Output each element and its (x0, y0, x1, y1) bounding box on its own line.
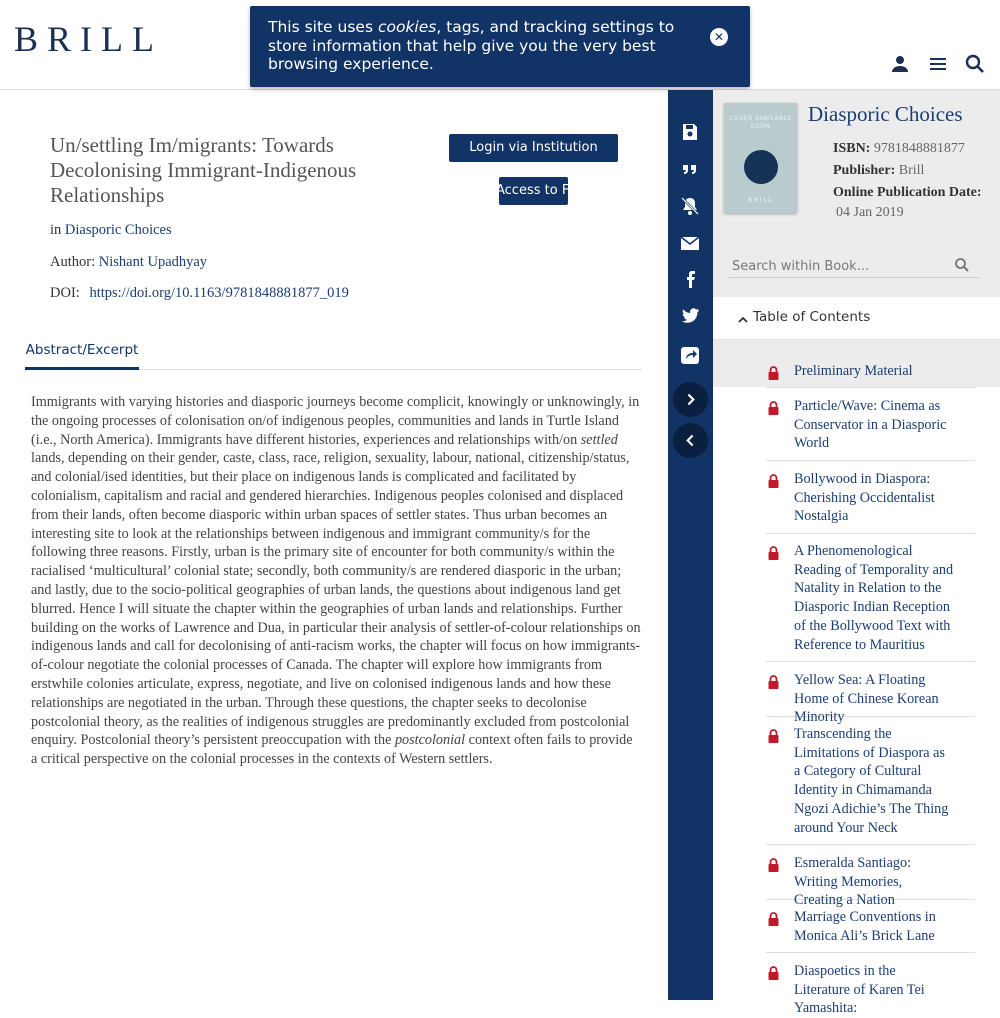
cookie-banner: This site uses cookies, tags, and tracking settings to store information that help give you the very best browsing experience. ✕ (250, 6, 750, 87)
lock-icon (768, 728, 779, 742)
access-full-text-button[interactable]: Access to Full Text (499, 177, 568, 205)
in-book-line: in Diasporic Choices (50, 222, 172, 238)
lock-icon (768, 674, 779, 688)
chapter-title: Un/settling Im/migrants: Towards Decolonising Immigrant-Indigenous Relationships (50, 133, 357, 207)
book-link[interactable]: Diasporic Choices (64, 222, 172, 238)
cite-quote-icon[interactable] (678, 157, 702, 181)
doi-link[interactable]: https://doi.org/10.1163/9781848881877_019 (89, 285, 349, 301)
chevron-up-icon (737, 311, 749, 323)
facebook-icon[interactable] (678, 267, 702, 291)
lock-icon (768, 365, 779, 379)
toc-item[interactable]: Transcending the Limitations of Diaspora as a Category of Cultural Identity in Chimamanda Ngozi Adichie’s The Thing around Your Neck (766, 725, 975, 845)
toc-item[interactable]: Bollywood in Diaspora: Cherishing Occidentalist Nostalgia (766, 470, 975, 534)
doi-line: DOI: https://doi.org/10.1163/9781848881877_019 (50, 285, 349, 301)
isbn-row: ISBN: 9781848881877 (833, 141, 965, 156)
author-line: Author: Nishant Upadhyay (50, 254, 208, 270)
abstract-text: Immigrants with varying histories and diasporic journeys become complicit, knowingly or unknowingly, in the ongoing processes of colonisation on/of indigenous peoples, communities and lands in Turtle Island (i.e., North America). Immigrants have different histories, experiences and relationships with/on settled lands, depending on their gender, caste, class, race, religion, sexuality, labour, national, citizenship/status, and colonial/ised identities, but their place on indigenous lands is complicated and facilitated by colonialism, capitalism and racial and gendered hierarchies. Indigenous peoples colonised and displaced from their lands, often become diasporic within urban spaces of settler states. Thus urban becomes an interesting site to look at the relationships between indigenous and immigrant community/s for the following three reasons. Firstly, urban is the primary site of encounter for both community/s within the racialised ‘multicultural’ colonial state; secondly, both community/s are rendered diasporic in the urban; and lastly, due to the socio-political geographies of urban lands, the questions about indigenous land get blurred. Hence I will situate the chapter within the geographies of urban lands and relationships. Further building on the works of Lawrence and Dua, in particular their analysis of settler-of-colour relationships on indigenous lands and call for decolonising of anti-racism works, the chapter will focus on how immigrants-of-colour negotiate the colonial processes of Canada. The chapter will explore how immigrants from erstwhile colonies articulate, express, negotiate, and live on colonised indigenous lands and how these relationships are negotiated in the urban. Through these questions, the chapter seeks to decolonise postcolonial theory, as the realities of indigenous struggles are predominantly excluded from postcolonial enquiry. Postcolonial theory’s persistent preoccupation with the postcolonial context often fails to provide a critical perspective on the colonial processes in the contexts of Western settlers. (31, 394, 641, 768)
side-toolbar (668, 90, 713, 1000)
close-icon[interactable]: ✕ (710, 28, 728, 46)
lock-icon (768, 400, 779, 414)
toc-item[interactable]: Yellow Sea: A Floating Home of Chinese Korean Minority (766, 671, 975, 717)
publisher-row: Publisher: Brill (833, 163, 925, 178)
search-icon[interactable] (953, 256, 971, 274)
lock-icon (768, 545, 779, 559)
alert-bell-icon[interactable] (678, 194, 702, 218)
toc-item[interactable]: Preliminary Material (766, 362, 975, 388)
twitter-icon[interactable] (678, 304, 702, 328)
lock-icon (768, 473, 779, 487)
chevron-right-icon[interactable] (673, 382, 708, 417)
book-cover[interactable]: COVER AVAILABLE SOON BRILL (724, 103, 797, 213)
author-link[interactable]: Nishant Upadhyay (98, 254, 208, 270)
lock-icon (768, 965, 779, 979)
toc-item[interactable]: Diaspoetics in the Literature of Karen Tei Yamashita: (766, 962, 975, 1000)
tab-abstract[interactable]: Abstract/Excerpt (25, 334, 139, 370)
cover-disc-icon (744, 150, 778, 184)
login-via-institution-button[interactable]: Login via Institution (449, 134, 618, 162)
user-icon[interactable] (888, 52, 912, 76)
search-within-book-input[interactable]: Search within Book... (729, 256, 979, 278)
search-icon[interactable] (963, 52, 987, 76)
book-title[interactable]: Diasporic Choices (808, 102, 963, 126)
table-of-contents-toggle[interactable]: Table of Contents (713, 297, 1000, 340)
chevron-left-icon[interactable] (673, 423, 708, 458)
lock-icon (768, 911, 779, 925)
toc-item[interactable]: A Phenomenological Reading of Temporality and Natality in Relation to the Diasporic Indian Reception of the Bollywood Text with Reference to Mauritius (766, 542, 975, 662)
lock-icon (768, 857, 779, 871)
hamburger-menu-icon[interactable] (926, 52, 950, 76)
brill-logo[interactable]: BRILL (14, 19, 163, 59)
pubdate-value: 04 Jan 2019 (836, 205, 904, 220)
content-tabs (25, 334, 642, 370)
save-icon[interactable] (678, 120, 702, 144)
toc-item[interactable]: Esmeralda Santiago: Writing Memories, Creating a Nation (766, 854, 975, 900)
share-icon[interactable] (678, 343, 702, 367)
toc-item[interactable]: Marriage Conventions in Monica Ali’s Brick Lane (766, 908, 975, 953)
email-icon[interactable] (678, 231, 702, 255)
pubdate-row: Online Publication Date: (833, 185, 982, 200)
toc-item[interactable]: Particle/Wave: Cinema as Conservator in a Diasporic World (766, 397, 975, 461)
